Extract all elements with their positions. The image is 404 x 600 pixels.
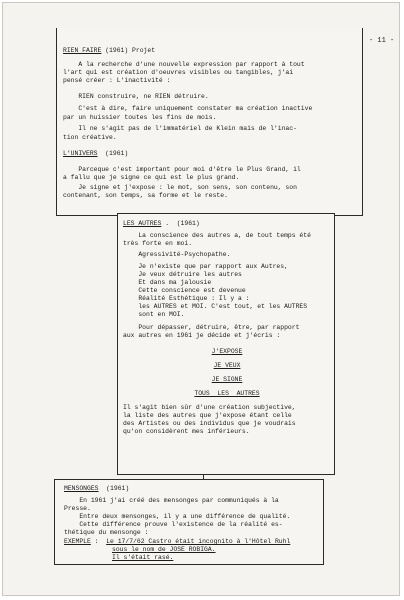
- section-heading-mensonges: MENSONGES (1961): [64, 485, 130, 492]
- text-line: Il s'agit bien sûr d'une création subjective,: [123, 404, 296, 411]
- text-line: tion créative.: [63, 134, 117, 141]
- text-line: Pour dépasser, détruire, être, par rapport: [123, 324, 300, 331]
- text-line: Réalité Esthétique : Il y a :: [123, 295, 250, 302]
- text-line: a fallu que je signe ce qui est le plus grand.: [63, 174, 240, 181]
- section-heading-univers: L'UNIVERS (1961): [63, 150, 129, 157]
- text-line: par un huissier toutes les fins de mois.: [63, 114, 217, 121]
- text-line: A la recherche d'une nouvelle expression par rapport à tout: [63, 61, 305, 68]
- page-number: - 11 -: [369, 37, 395, 45]
- text-line: Je n'existe que par rapport aux Autres,: [123, 263, 288, 270]
- text-line: thétique du mensonge :: [64, 529, 149, 536]
- example-line: EXEMPLE : Le 17/7/62 Castro était incognito à l'Hôtel Ruhl: [64, 538, 291, 545]
- text-line: l'art qui est création d'oeuvres visibles ou tangibles, j'ai: [63, 69, 294, 76]
- text-line: sont en MOI.: [123, 311, 185, 318]
- example-line: Il s'était rasé.: [112, 554, 174, 561]
- text-line: Cette différence prouve l'existence de la réalité es-: [64, 521, 283, 528]
- text-line: C'est à dire, faire uniquement constater ma création inactive: [63, 105, 313, 112]
- text-line: la liste des autres que j'expose étant celle: [123, 412, 292, 419]
- text-line: Parceque c'est important pour moi d'être le Plus Grand, il: [63, 166, 301, 173]
- centered-line: JE SIGNE: [211, 376, 243, 383]
- text-line: Je veux détruire les autres: [123, 271, 242, 278]
- text-line: Et dans ma jalousie: [123, 279, 212, 286]
- text-line: La conscience des autres a, de tout temps été: [123, 232, 311, 239]
- text-line: très forte en moi.: [123, 240, 193, 247]
- text-line: RIEN construire, ne RIEN détruire.: [63, 93, 209, 100]
- text-line: qu'on considèrent mes inférieurs.: [123, 428, 250, 435]
- section-box-les-autres: [117, 213, 335, 475]
- text-line: les AUTRES et MOI. C'est tout, et les AUTRES: [123, 303, 308, 310]
- centered-line: JE VEUX: [213, 362, 241, 369]
- text-line: Presse.: [64, 505, 91, 512]
- text-line: Agressivité-Psychopathe.: [123, 251, 231, 258]
- example-line: sous le nom de JOSE ROBIGA.: [112, 546, 216, 553]
- section-box-mensonges: [54, 479, 324, 565]
- centered-line: J'EXPOSE: [211, 348, 243, 355]
- section-box-rien-faire-univers: [56, 28, 363, 216]
- text-line: Il ne s'agit pas de l'immatériel de Klein mais de l'inac-: [63, 125, 297, 132]
- text-line: Je signe et j'expose : le mot, son sens, son contenu, son: [63, 184, 297, 191]
- section-heading-les-autres: LES AUTRES . (1961): [123, 220, 200, 227]
- document-page: [2, 2, 400, 596]
- section-heading-rien-faire: RIEN FAIRE (1961) Projet: [63, 47, 156, 54]
- text-line: En 1961 j'ai créé des mensonges par communiqués à la: [64, 497, 279, 504]
- text-line: des Artistes ou des individus que je voudrais: [123, 420, 296, 427]
- text-line: Cette conscience est devenue: [123, 287, 246, 294]
- text-line: contenant, son temps, sa forme et le reste.: [63, 192, 228, 199]
- text-line: pensé créer : L'inactivité :: [63, 77, 171, 84]
- text-line: Entre deux mensonges, il y a une différence de qualité.: [64, 513, 291, 520]
- centered-line: TOUS LES AUTRES: [194, 390, 260, 397]
- text-line: aux autres en 1961 je décide et j'écris :: [123, 332, 281, 339]
